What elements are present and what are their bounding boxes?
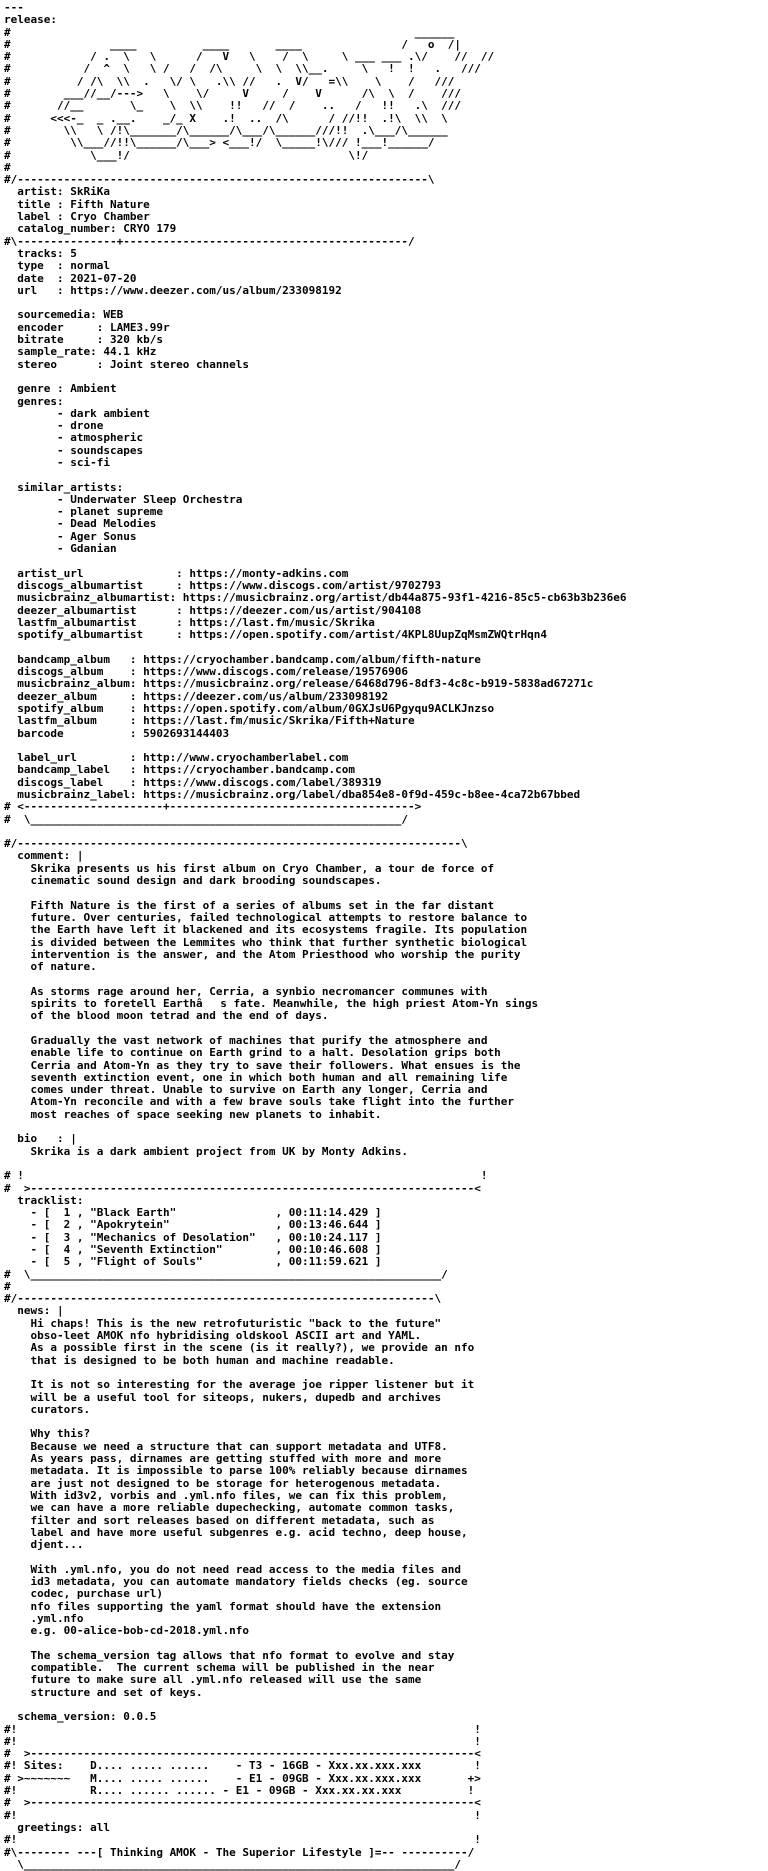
nfo-line: spotify_albumartist : https://open.spotify.com/artist/4KPL8UupZqMsmZWQtrHqn4 <box>4 628 548 642</box>
nfo-line: intervention is the answer, and the Atom Priesthood who worship the purity <box>4 947 521 961</box>
nfo-line: #! ! <box>4 1722 481 1736</box>
nfo-line: # / . \ \ / V \ / \ \ ___ ___ .\/ // // <box>4 50 495 64</box>
nfo-line: type : normal <box>4 259 110 273</box>
nfo-line: codec, purchase url) <box>4 1587 163 1601</box>
nfo-line: bandcamp_album : https://cryochamber.bandcamp.com/album/fifth-nature <box>4 652 481 666</box>
nfo-line: # \________________________________________________________/ <box>4 812 408 826</box>
nfo-line: #\-------- ---[ Thinking AMOK - The Superior Lifestyle ]=-- ----------/ <box>4 1845 475 1859</box>
nfo-line: # \___!/ \!/ <box>4 148 369 162</box>
nfo-line: #! Sites: D.... ..... ...... - T3 - 16GB - Xxx.xx.xxx.xxx ! <box>4 1759 481 1773</box>
nfo-line: - Dead Melodies <box>4 517 157 531</box>
nfo-line: genres: <box>4 394 64 408</box>
nfo-line <box>4 973 768 985</box>
nfo-line: label_url : http://www.cryochamberlabel.com <box>4 751 349 765</box>
nfo-line: are just not designed to be storage for heterogenous metadata. <box>4 1476 442 1490</box>
nfo-line: curators. <box>4 1402 91 1416</box>
nfo-line: cinematic sound design and dark brooding soundscapes. <box>4 874 382 888</box>
nfo-line: .yml.nfo <box>4 1611 84 1625</box>
nfo-line: date : 2021-07-20 <box>4 271 137 285</box>
nfo-line: - Gdanian <box>4 542 117 556</box>
nfo-line: we can have a more reliable dupechecking, automate common tasks, <box>4 1501 455 1515</box>
nfo-line: will be a useful tool for siteops, nukers, dupedb and archives <box>4 1390 442 1404</box>
nfo-line: spirits to foretell Earthâs fate. Meanwhile, the high priest Atom-Yn sings <box>4 997 539 1011</box>
nfo-line: encoder : LAME3.99r <box>4 320 170 334</box>
nfo-line: comment: | <box>4 849 84 863</box>
nfo-line: discogs_albumartist : https://www.discogs.com/artist/9702793 <box>4 578 442 592</box>
nfo-line: # >~~~~~~~ M.... ..... ...... - E1 - 09GB - Xxx.xx.xxx.xxx +> <box>4 1771 481 1785</box>
nfo-line: - [ 1 , "Black Earth" , 00:11:14.429 ] <box>4 1206 382 1220</box>
nfo-line: musicbrainz_album: https://musicbrainz.org/release/6468d796-8df3-4c8c-b919-5838ad67271c <box>4 677 594 691</box>
nfo-line: - Ager Sonus <box>4 529 137 543</box>
nfo-line: seventh extinction event, one in which both human and all remaining life <box>4 1070 508 1084</box>
nfo-line: bandcamp_label : https://cryochamber.bandcamp.com <box>4 763 355 777</box>
nfo-line: #! ! <box>4 1833 481 1847</box>
nfo-line: similar_artists: <box>4 480 124 494</box>
nfo-line: discogs_album : https://www.discogs.com/release/19576906 <box>4 665 408 679</box>
nfo-line: - Underwater Sleep Orchestra <box>4 492 243 506</box>
nfo-line: # >-------------------------------------------------------------------< <box>4 1747 481 1761</box>
nfo-line: Atom-Yn reconcile and with a few brave souls take flight into the further <box>4 1095 514 1109</box>
nfo-line: tracklist: <box>4 1193 84 1207</box>
nfo-line: - sci-fi <box>4 455 110 469</box>
nfo-line: barcode : 5902693144403 <box>4 726 230 740</box>
nfo-line: - planet supreme <box>4 505 163 519</box>
nfo-line: # \______________________________________________________________/ <box>4 1267 448 1281</box>
nfo-line: is divided between the Lemmites who think that further synthetic biological <box>4 935 528 949</box>
nfo-line: # <box>4 1279 11 1293</box>
nfo-line: - [ 3 , "Mechanics of Desolation" , 00:10:24.117 ] <box>4 1230 382 1244</box>
nfo-line: Skrika presents us his first album on Cryo Chamber, a tour de force of <box>4 861 495 875</box>
nfo-line: It is not so interesting for the average joe ripper listener but it <box>4 1378 475 1392</box>
nfo-line: # ____ ____ ____ / o /| <box>4 37 461 51</box>
nfo-line: title : Fifth Nature <box>4 197 150 211</box>
nfo-line <box>4 641 768 653</box>
nfo-line: compatible. The current schema will be published in the near <box>4 1661 435 1675</box>
nfo-line: Why this? <box>4 1427 91 1441</box>
nfo-line: Because we need a structure that can support metadata and UTF8. <box>4 1439 448 1453</box>
nfo-line: the Earth have left it blackened and its ecosystems fragile. Its population <box>4 923 528 937</box>
nfo-line: metadata. It is impossible to parse 100% reliably because dirnames <box>4 1464 468 1478</box>
nfo-line: filter and sort releases based on different metadata, such as <box>4 1513 435 1527</box>
nfo-line <box>4 371 768 383</box>
nfo-line: # //__ \_ \ \\ !! // / .. / !! .\ /// <box>4 99 461 113</box>
nfo-line: label and have more useful subgenres e.g. acid techno, deep house, <box>4 1525 468 1539</box>
nfo-line: enable life to continue on Earth grind to a halt. Desolation grips both <box>4 1046 501 1060</box>
nfo-line: deezer_albumartist : https://deezer.com/us/artist/904108 <box>4 603 422 617</box>
nfo-line: future to make sure all .yml.nfo released will use the same <box>4 1673 422 1687</box>
nfo-line: label : Cryo Chamber <box>4 210 150 224</box>
nfo-line: #/--------------------------------------------------------------\ <box>4 173 435 187</box>
nfo-line: - drone <box>4 419 104 433</box>
nfo-line: catalog_number: CRYO 179 <box>4 222 177 236</box>
nfo-line: obso-leet AMOK nfo hybridising oldskool ASCII art and YAML. <box>4 1329 422 1343</box>
nfo-line: that is designed to be both human and machine readable. <box>4 1353 395 1367</box>
nfo-line: spotify_album : https://open.spotify.com/album/0GXJsU6Pgyqu9ACLKJnzso <box>4 701 495 715</box>
nfo-line: stereo : Joint stereo channels <box>4 357 250 371</box>
nfo-line: With .yml.nfo, you do not need read access to the media files and <box>4 1562 461 1576</box>
nfo-line: - [ 5 , "Flight of Souls" , 00:11:59.621 ] <box>4 1255 382 1269</box>
nfo-line: url : https://www.deezer.com/us/album/233098192 <box>4 283 342 297</box>
nfo-line: musicbrainz_albumartist: https://musicbrainz.org/artist/db44a875-93f1-4216-85c5-cb63b3b236e6 <box>4 591 627 605</box>
nfo-line: most reaches of space seeking new planets to inhabit. <box>4 1107 382 1121</box>
nfo-line: artist: SkRiKa <box>4 185 110 199</box>
nfo-line: bio : | <box>4 1132 77 1146</box>
nfo-line: lastfm_album : https://last.fm/music/Skrika/Fifth+Nature <box>4 714 415 728</box>
nfo-line: - soundscapes <box>4 443 144 457</box>
nfo-line: With id3v2, vorbis and .yml.nfo files, we can fix this problem, <box>4 1488 448 1502</box>
nfo-line: As years pass, dirnames are getting stuffed with more and more <box>4 1452 442 1466</box>
nfo-line: of nature. <box>4 960 97 974</box>
nfo-line: - atmospheric <box>4 431 144 445</box>
nfo-line: artist_url : https://monty-adkins.com <box>4 566 349 580</box>
nfo-line: bitrate : 320 kb/s <box>4 333 163 347</box>
nfo-line <box>4 1637 768 1649</box>
nfo-line <box>4 555 768 567</box>
nfo-line: # <box>4 160 11 174</box>
nfo-line: \_________________________________________________________________/ <box>4 1857 461 1871</box>
nfo-line: sample_rate: 44.1 kHz <box>4 345 157 359</box>
nfo-line: schema_version: 0.0.5 <box>4 1710 157 1724</box>
nfo-line: #! ! <box>4 1734 481 1748</box>
nfo-line: - [ 4 , "Seventh Extinction" , 00:10:46.608 ] <box>4 1242 382 1256</box>
nfo-line: #/---------------------------------------------------------------\ <box>4 1292 442 1306</box>
nfo-line: nfo files supporting the yaml format should have the extension <box>4 1599 442 1613</box>
nfo-line: greetings: all <box>4 1820 110 1834</box>
nfo-line: #\---------------+-------------------------------------------/ <box>4 234 415 248</box>
nfo-line: - [ 2 , "Apokrytein" , 00:13:46.644 ] <box>4 1218 382 1232</box>
nfo-line: Hi chaps! This is the new retrofuturistic "back to the future" <box>4 1316 442 1330</box>
nfo-line: news: | <box>4 1304 64 1318</box>
nfo-line: musicbrainz_label: https://musicbrainz.org/label/dba854e8-0f9d-459c-b8ee-4ca72b67bbed <box>4 788 581 801</box>
nfo-line: discogs_label : https://www.discogs.com/label/389319 <box>4 775 382 789</box>
nfo-line: lastfm_albumartist : https://last.fm/music/Skrika <box>4 615 375 629</box>
nfo-line: Fifth Nature is the first of a series of albums set in the far distant <box>4 898 495 912</box>
nfo-line: e.g. 00-alice-bob-cd-2018.yml.nfo <box>4 1624 250 1638</box>
nfo-line: --- <box>4 1 24 14</box>
nfo-line: # / /\ \\ . \/ \ .\\ // . V/ =\\ \ / /// <box>4 74 455 88</box>
nfo-line: Skrika is a dark ambient project from UK by Monty Adkins. <box>4 1144 408 1158</box>
nfo-line: tracks: 5 <box>4 246 77 260</box>
nfo-line: # >-------------------------------------------------------------------< <box>4 1796 481 1810</box>
nfo-line <box>4 469 768 481</box>
nfo-line: djent... <box>4 1538 84 1552</box>
nfo-line: As storms rage around her, Cerria, a synbio necromancer communes with <box>4 984 488 998</box>
nfo-line: genre : Ambient <box>4 382 117 396</box>
nfo-line: # <---------------------+-------------------------------------> <box>4 800 422 814</box>
nfo-line: sourcemedia: WEB <box>4 308 124 322</box>
nfo-line: deezer_album : https://deezer.com/us/album/233098192 <box>4 689 389 703</box>
nfo-line <box>4 1416 768 1428</box>
nfo-line: structure and set of keys. <box>4 1685 203 1699</box>
nfo-line: # \\ \ /!\_______/\______/\___/\______///!! .\___/\______ <box>4 123 448 137</box>
nfo-line: Gradually the vast network of machines that purify the atmosphere and <box>4 1033 488 1047</box>
nfo-line: release: <box>4 13 57 27</box>
nfo-line <box>4 1121 768 1133</box>
nfo-line: - dark ambient <box>4 406 150 420</box>
nfo-line: of the blood moon tetrad and the end of days. <box>4 1009 329 1023</box>
nfo-line: id3 metadata, you can automate mandatory fields checks (eg. source <box>4 1575 468 1588</box>
nfo-line: # ___//__/---> \ \/ V / V /\ \ / /// <box>4 87 461 101</box>
nfo-line <box>4 1551 768 1563</box>
nfo-line: comes under threat. Unable to survive on Earth any longer, Cerria and <box>4 1083 488 1097</box>
nfo-line: The schema_version tag allows that nfo format to evolve and stay <box>4 1648 455 1662</box>
nfo-text <box>4 2 768 1871</box>
nfo-line: As a possible first in the scene (is it really?), we provide an nfo <box>4 1341 475 1355</box>
nfo-line: Cerria and Atom-Yn as they try to save their followers. What ensues is the <box>4 1058 521 1072</box>
nfo-line: # ! ! <box>4 1169 488 1183</box>
nfo-line: future. Over centuries, failed technological attempts to restore balance to <box>4 910 528 924</box>
nfo-line: #! ! <box>4 1808 481 1822</box>
nfo-line: #/-------------------------------------------------------------------\ <box>4 837 468 851</box>
nfo-line: # >-------------------------------------------------------------------< <box>4 1181 481 1195</box>
nfo-line <box>4 887 768 899</box>
nfo-line: #! R.... ...... ...... - E1 - 09GB - Xxx.xx.xx.xxx ! <box>4 1784 475 1798</box>
nfo-line: # / ^ \ \ / / /\ \ \ \\__. \ ! ! . /// <box>4 62 481 76</box>
nfo-line: # ______ <box>4 25 455 39</box>
nfo-line: # \\___//!!\______/\___> <___!/ \_____!\/// !___!______/ <box>4 136 435 150</box>
nfo-line: # <<<-_ _ .__. _/_ X .! .. /\ / //!! .!\ \\ \ <box>4 111 448 125</box>
